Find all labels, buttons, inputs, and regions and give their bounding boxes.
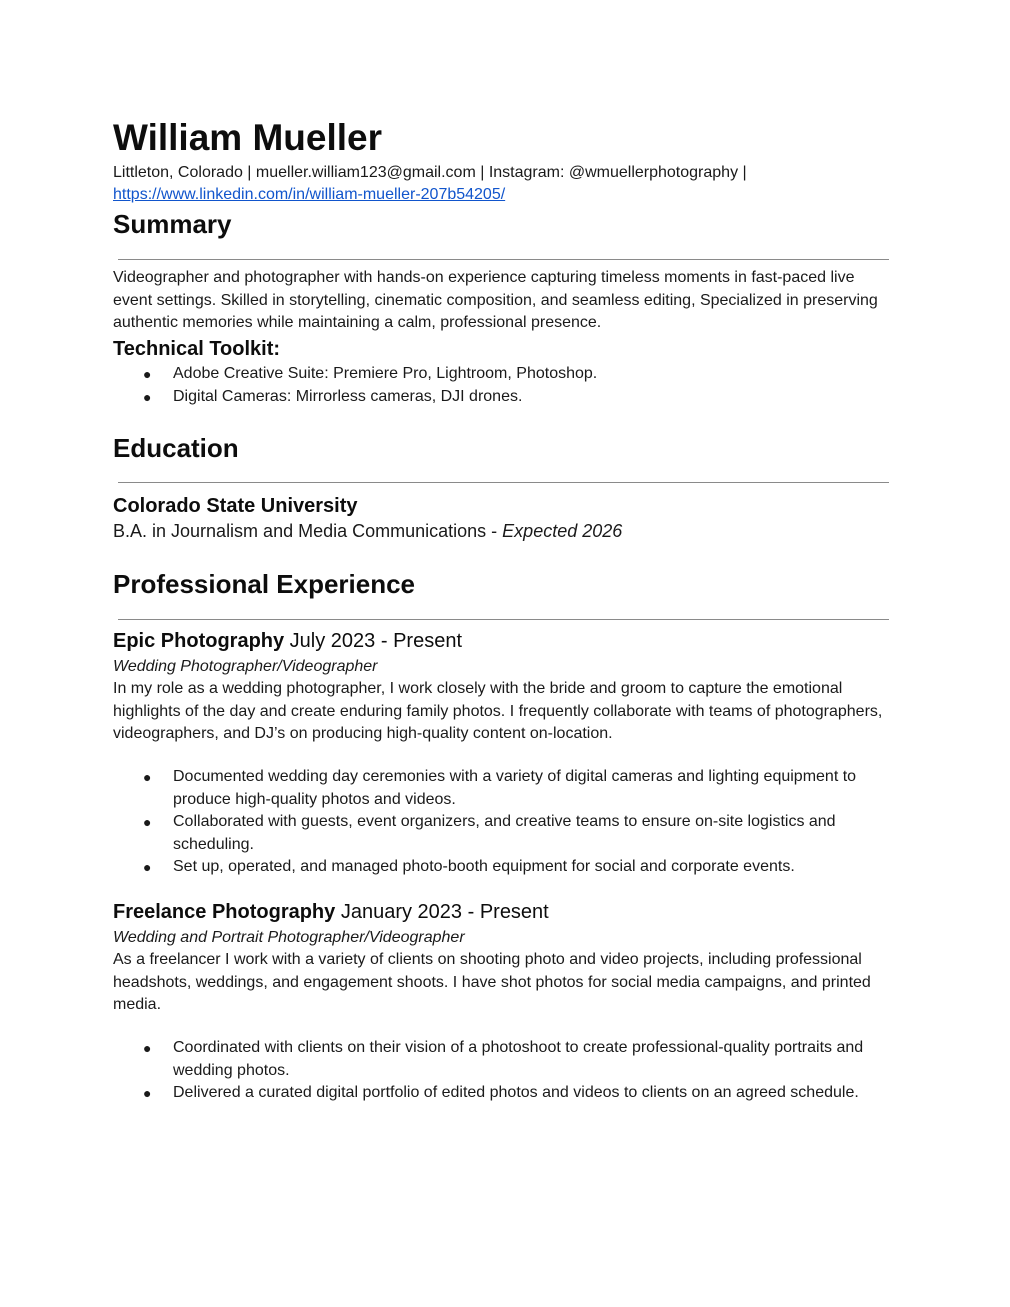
summary-text: Videographer and photographer with hands-on experience capturing timeless moments in fast-paced live event settings. Skilled in storytelling, cinematic composition, and seamless editing, Specialized in preserving authentic memories while maintaining a calm, professional presence. bbox=[113, 269, 878, 331]
experience-heading: Professional Experience bbox=[113, 569, 416, 599]
bullet-icon: ● bbox=[143, 1040, 152, 1056]
school-name: Colorado State University bbox=[113, 495, 358, 517]
company-name: Freelance Photography bbox=[113, 901, 336, 923]
experience-divider bbox=[118, 619, 889, 620]
list-item: ● Set up, operated, and managed photo-booth equipment for social and corporate events. bbox=[113, 856, 893, 879]
job-bullets bbox=[113, 1037, 893, 1105]
job-title-line bbox=[113, 628, 462, 654]
job-bullets bbox=[113, 766, 893, 879]
bullet-icon: ● bbox=[143, 1085, 152, 1101]
job-description: As a freelancer I work with a variety of clients on shooting photo and video projects, including professional headshots, weddings, and engagement shoots. I have shot photos for social media campaigns, and printed media. bbox=[113, 951, 871, 1013]
list-item: ● Delivered a curated digital portfolio of edited photos and videos to clients on an agreed schedule. bbox=[113, 1082, 893, 1105]
job-title-line bbox=[113, 899, 549, 925]
summary-heading: Summary bbox=[113, 209, 232, 239]
education-heading: Education bbox=[113, 433, 239, 463]
list-item: ● Adobe Creative Suite: Premiere Pro, Lightroom, Photoshop. bbox=[113, 363, 893, 386]
bullet-icon: ● bbox=[143, 814, 152, 830]
contact-line: Littleton, Colorado | mueller.william123@gmail.com | Instagram: @wmuellerphotography | bbox=[113, 164, 747, 181]
list-item: ● Collaborated with guests, event organizers, and creative teams to ensure on-site logistics and scheduling. bbox=[143, 813, 836, 853]
job-description: In my role as a wedding photographer, I work closely with the bride and groom to capture the emotional highlights of the day and create enduring family photos. I frequently collaborate with teams of photographers, videographers, and DJ’s on producing high-quality content on-location. bbox=[113, 680, 883, 742]
education-divider bbox=[118, 482, 889, 483]
job-role: Wedding and Portrait Photographer/Videographer bbox=[113, 929, 465, 946]
job-dates: January 2023 - Present bbox=[335, 901, 549, 923]
list-item: ● Documented wedding day ceremonies with a variety of digital cameras and lighting equipment to produce high-quality photos and videos. bbox=[143, 768, 857, 808]
bullet-icon: ● bbox=[143, 388, 152, 405]
list-item: ● Digital Cameras: Mirrorless cameras, DJI drones. bbox=[113, 386, 893, 409]
expected-graduation: Expected 2026 bbox=[502, 521, 623, 541]
bullet-icon: ● bbox=[143, 769, 152, 785]
job-dates: July 2023 - Present bbox=[284, 630, 462, 652]
candidate-name: William Mueller bbox=[113, 117, 383, 158]
job-role: Wedding Photographer/Videographer bbox=[113, 658, 378, 675]
bullet-icon: ● bbox=[143, 366, 152, 382]
company-name: Epic Photography bbox=[113, 630, 285, 652]
toolkit-heading: Technical Toolkit: bbox=[113, 338, 281, 360]
degree-line: B.A. in Journalism and Media Communications - Expected 2026 bbox=[113, 521, 623, 541]
list-item: ● Coordinated with clients on their vision of a photoshoot to create professional-quality portraits and wedding photos. bbox=[143, 1039, 864, 1079]
linkedin-link[interactable]: https://www.linkedin.com/in/william-mueller-207b54205/ bbox=[113, 186, 506, 203]
summary-divider bbox=[118, 259, 889, 260]
toolkit-list bbox=[113, 363, 893, 408]
bullet-icon: ● bbox=[143, 859, 152, 875]
